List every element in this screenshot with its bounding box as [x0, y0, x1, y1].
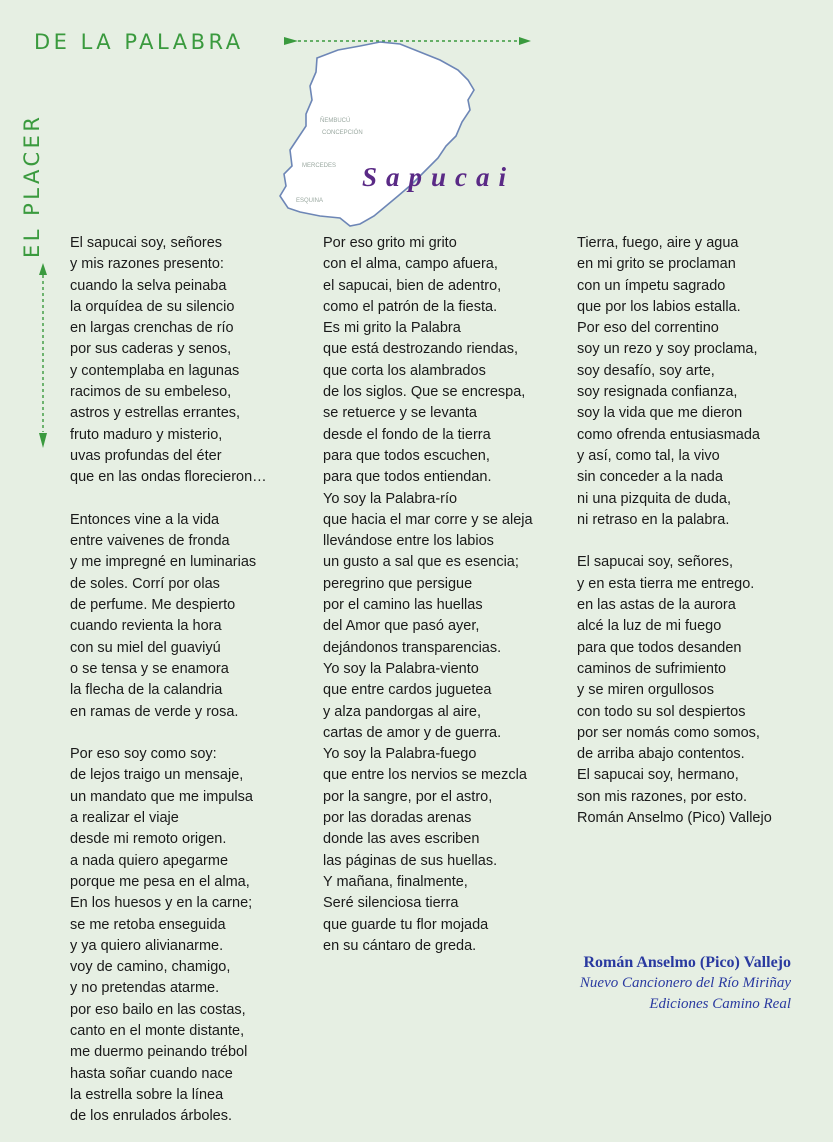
- poem-line: con un ímpetu sagrado: [577, 277, 726, 294]
- poem-line: por sus caderas y senos,: [70, 341, 232, 358]
- poem-line: [70, 723, 267, 744]
- poem-line: la orquídea de su silencio: [70, 298, 235, 315]
- poem-line: entre vaivenes de fronda: [70, 533, 230, 550]
- poem-line: soy desafío, soy arte,: [577, 362, 715, 379]
- arrow-tail-right-icon: [284, 37, 298, 45]
- map-label: CONCEPCIÓN: [322, 130, 363, 136]
- poem-line: como el patrón de la fiesta.: [323, 298, 498, 315]
- poem-column-3: [577, 233, 772, 829]
- poem-line: Yo soy la Palabra-fuego: [323, 746, 477, 763]
- poem-line: y se miren orgullosos: [577, 682, 714, 699]
- poem-line: Y mañana, finalmente,: [323, 873, 468, 890]
- poem-line: con el alma, campo afuera,: [323, 256, 498, 273]
- poem-line: Por eso soy como soy:: [70, 746, 217, 763]
- poem-line: y ya quiero alivianarme.: [70, 937, 224, 954]
- poem-line: de los siglos. Que se encrespa,: [323, 384, 526, 401]
- poem-column-1: [70, 233, 267, 1127]
- poem-line: ni una pizquita de duda,: [577, 490, 731, 507]
- poem-line: para que todos escuchen,: [323, 447, 490, 464]
- poem-line: un gusto a sal que es esencia;: [323, 554, 519, 571]
- poem-line: con todo su sol despiertos: [577, 703, 746, 720]
- poem-line: a realizar el viaje: [70, 810, 179, 827]
- poem-line: ni retraso en la palabra.: [577, 511, 730, 528]
- credit-author: Román Anselmo (Pico) Vallejo: [583, 954, 791, 971]
- map-title: Sapucai: [362, 162, 516, 192]
- poem-column-2: [323, 233, 533, 957]
- poem-line: Por eso grito mi grito: [323, 235, 457, 251]
- poem-line: cuando la selva peinaba: [70, 277, 227, 294]
- poem-line: me duermo peinando trébol: [70, 1044, 248, 1061]
- poem-line: por el camino las huellas: [323, 597, 483, 614]
- poem-line: Es mi grito la Palabra: [323, 320, 461, 337]
- poem-line: uvas profundas del éter: [70, 447, 222, 464]
- vertical-title: EL PLACER: [20, 113, 44, 258]
- poem-line: Seré silenciosa tierra: [323, 895, 459, 912]
- poem-line: que está destrozando riendas,: [323, 341, 519, 358]
- poem-line: de soles. Corrí por olas: [70, 575, 220, 592]
- poem-line: se me retoba enseguida: [70, 916, 226, 933]
- poem-line: con su miel del guaviyú: [70, 639, 221, 656]
- map-label: ÑEMBUCÚ: [320, 118, 351, 124]
- map-label: MERCEDES: [302, 163, 337, 169]
- arrow-head-up-icon: [39, 263, 47, 275]
- poem-line: en las astas de la aurora: [577, 597, 736, 614]
- poem-line: donde las aves escriben: [323, 831, 480, 848]
- poem-line: desde el fondo de la tierra: [323, 426, 491, 443]
- arrow-head-right-icon: [519, 37, 531, 45]
- poem-line: fruto maduro y misterio,: [70, 426, 223, 443]
- poem-line: del Amor que pasó ayer,: [323, 618, 480, 635]
- poem-line: para que todos entiendan.: [323, 469, 492, 486]
- poem-line: y no pretendas atarme.: [70, 980, 220, 997]
- arrow-tail-down-icon: [39, 433, 47, 448]
- poem-line: de perfume. Me despierto: [70, 597, 236, 614]
- poem-line: porque me pesa en el alma,: [70, 873, 250, 890]
- poem-line: que entre los nervios se mezcla: [323, 767, 527, 784]
- poem-line: Tierra, fuego, aire y agua: [577, 235, 739, 251]
- poem-line: Yo soy la Palabra-viento: [323, 660, 479, 677]
- poem-line: voy de camino, chamigo,: [70, 959, 231, 976]
- poem-line: soy un rezo y soy proclama,: [577, 341, 758, 358]
- map-label: ESQUINA: [296, 198, 324, 204]
- poem-line: las páginas de sus huellas.: [323, 852, 498, 869]
- poem-line: racimos de su embeleso,: [70, 384, 232, 401]
- poem-line: El sapucai soy, hermano,: [577, 767, 739, 784]
- poem-line: [577, 531, 772, 552]
- poem-line: en mi grito se proclaman: [577, 256, 736, 273]
- poem-line: un mandato que me impulsa: [70, 788, 253, 805]
- poem-line: la estrella sobre la línea: [70, 1086, 224, 1103]
- poem-line: como ofrenda entusiasmada: [577, 426, 760, 443]
- poem-line: y me impregné en luminarias: [70, 554, 257, 571]
- poem-line: Román Anselmo (Pico) Vallejo: [577, 810, 772, 827]
- poem-line: por la sangre, por el astro,: [323, 788, 493, 805]
- poem-line: peregrino que persigue: [323, 575, 473, 592]
- poem-line: y en esta tierra me entrego.: [577, 575, 755, 592]
- poem-line: se retuerce y se levanta: [323, 405, 477, 422]
- poem-line: para que todos desanden: [577, 639, 742, 656]
- poem-line: alcé la luz de mi fuego: [577, 618, 722, 635]
- poem-line: a nada quiero apegarme: [70, 852, 229, 869]
- poem-line: Yo soy la Palabra-río: [323, 490, 458, 507]
- poem-line: Por eso del correntino: [577, 320, 719, 337]
- poem-line: soy resignada confianza,: [577, 384, 738, 401]
- poem-line: En los huesos y en la carne;: [70, 895, 253, 912]
- poem-line: [70, 489, 267, 510]
- poem-line: que guarde tu flor mojada: [323, 916, 489, 933]
- poem-line: que corta los alambrados: [323, 362, 486, 379]
- poem-line: o se tensa y se enamora: [70, 660, 229, 677]
- poem-line: de los enrulados árboles.: [70, 1108, 233, 1125]
- poem-line: en su cántaro de greda.: [323, 937, 477, 954]
- poem-line: la flecha de la calandria: [70, 682, 223, 699]
- poem-line: por ser nomás como somos,: [577, 724, 760, 741]
- credit-publisher: Ediciones Camino Real: [649, 996, 791, 1012]
- poem-line: que entre cardos juguetea: [323, 682, 492, 699]
- poem-line: que hacia el mar corre y se aleja: [323, 511, 533, 528]
- poem-line: en ramas de verde y rosa.: [70, 703, 239, 720]
- poem-line: soy la vida que me dieron: [577, 405, 743, 422]
- poem-line: y alza pandorgas al aire,: [323, 703, 481, 720]
- credits: [580, 952, 791, 1015]
- poem-line: son mis razones, por esto.: [577, 788, 748, 805]
- poem-line: de lejos traigo un mensaje,: [70, 767, 244, 784]
- poem-line: el sapucai, bien de adentro,: [323, 277, 502, 294]
- poem-line: hasta soñar cuando nace: [70, 1065, 233, 1082]
- credit-book: Nuevo Cancionero del Río Miriñay: [579, 975, 791, 991]
- poem-line: caminos de sufrimiento: [577, 660, 727, 677]
- poem-line: astros y estrellas errantes,: [70, 405, 241, 422]
- poem-line: cartas de amor y de guerra.: [323, 724, 502, 741]
- poem-line: por las doradas arenas: [323, 810, 472, 827]
- poem-line: llevándose entre los labios: [323, 533, 494, 550]
- poem-line: Entonces vine a la vida: [70, 511, 220, 528]
- poem-line: sin conceder a la nada: [577, 469, 723, 486]
- poem-line: El sapucai soy, señores: [70, 235, 223, 251]
- poem-line: dejándonos transparencias.: [323, 639, 502, 656]
- poem-line: desde mi remoto origen.: [70, 831, 227, 848]
- poem-line: en largas crenchas de río: [70, 320, 234, 337]
- poem-line: canto en el monte distante,: [70, 1022, 245, 1039]
- poem-line: que en las ondas florecieron…: [70, 469, 267, 486]
- poem-line: cuando revienta la hora: [70, 618, 222, 635]
- poem-line: y contemplaba en lagunas: [70, 362, 240, 379]
- poem-line: y mis razones presento:: [70, 256, 224, 273]
- poem-line: de arriba abajo contentos.: [577, 746, 745, 763]
- poem-line: El sapucai soy, señores,: [577, 554, 734, 571]
- poem-line: por eso bailo en las costas,: [70, 1001, 246, 1018]
- poem-line: que por los labios estalla.: [577, 298, 741, 315]
- header-title: DE LA PALABRA: [34, 30, 244, 54]
- poem-line: y así, como tal, la vivo: [577, 447, 720, 464]
